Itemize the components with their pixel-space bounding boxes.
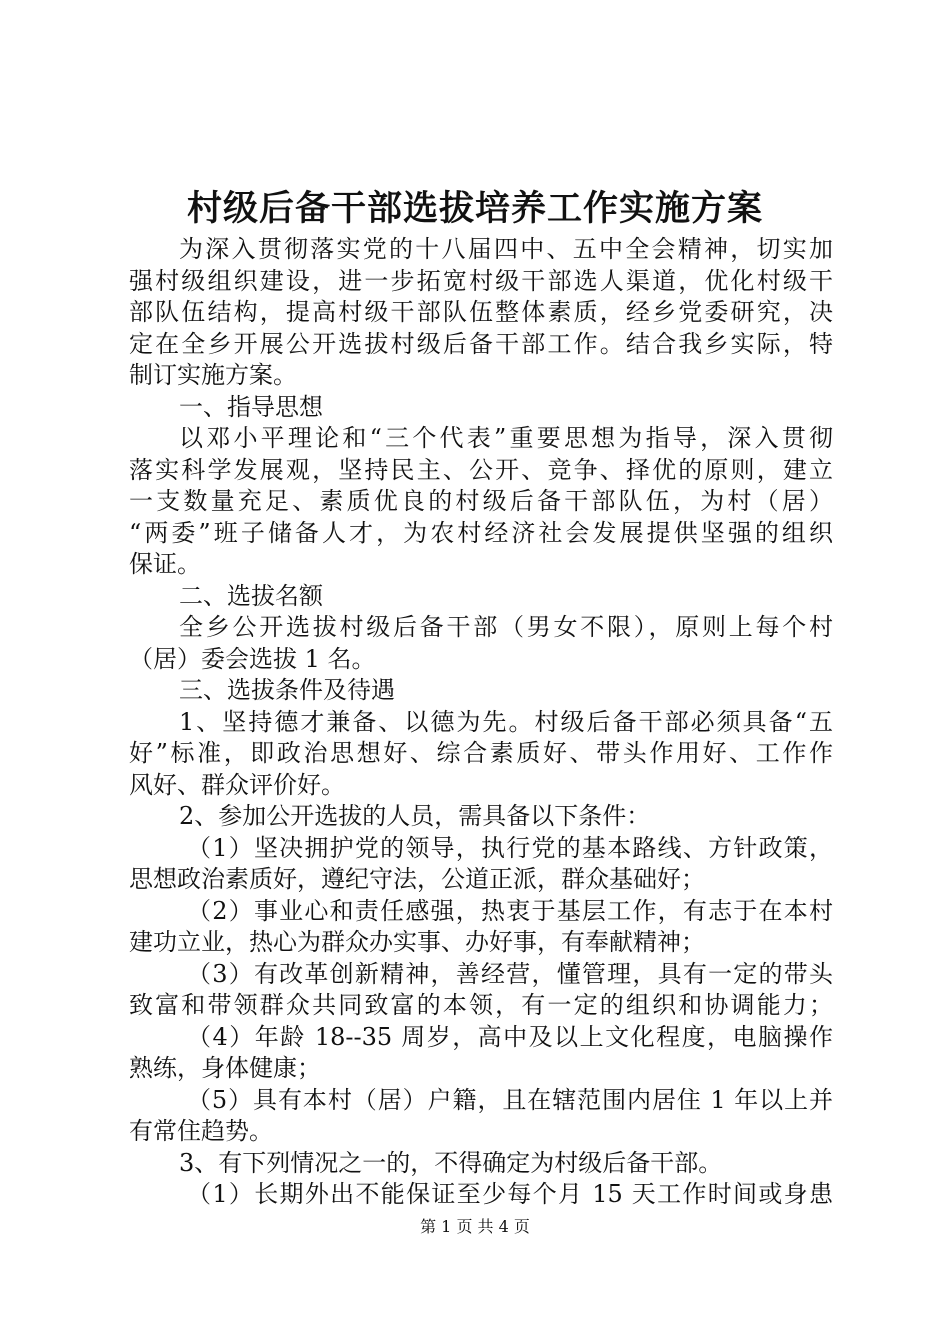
text-line: 二、选拔名额 [179, 581, 323, 610]
text-line: 1、坚持德才兼备、以德为先。村级后备干部必须具备“五 [179, 707, 833, 736]
text-line: 部队伍结构，提高村级干部队伍整体素质，经乡党委研究，决 [129, 298, 833, 326]
document-title: 村级后备干部选拔培养工作实施方案 [186, 189, 763, 229]
text-line: 一、指导思想 [179, 392, 323, 421]
text-line: 为深入贯彻落实党的十八届四中、五中全会精神，切实加 [179, 235, 833, 263]
text-line: 3、有下列情况之一的，不得确定为村级后备干部。 [179, 1148, 723, 1177]
text-line: （5）具有本村（居）户籍，且在辖范围内居住 1 年以上并 [187, 1085, 833, 1114]
text-line: （3）有改革创新精神，善经营，懂管理，具有一定的带头 [187, 959, 833, 988]
text-line: “两委”班子储备人才，为农村经济社会发展提供坚强的组织 [129, 518, 833, 547]
text-line: 建功立业，热心为群众办实事、办好事，有奉献精神； [129, 928, 705, 956]
text-line: （居）委会选拔 1 名。 [129, 644, 376, 673]
text-line: 制订实施方案。 [129, 361, 297, 389]
text-line: 全乡公开选拔村级后备干部（男女不限），原则上每个村 [179, 613, 833, 641]
text-line: 熟练，身体健康； [129, 1054, 321, 1082]
text-line: 风好、群众评价好。 [129, 770, 345, 799]
text-line: 定在全乡开展公开选拔村级后备干部工作。结合我乡实际，特 [129, 329, 833, 358]
document-body [129, 234, 833, 1211]
text-line: 保证。 [129, 550, 201, 578]
text-line: 思想政治素质好，遵纪守法，公道正派，群众基础好； [129, 865, 705, 893]
text-line: （2）事业心和责任感强，热衷于基层工作，有志于在本村 [187, 896, 833, 925]
text-line: 三、选拔条件及待遇 [179, 676, 395, 704]
text-line: 致富和带领群众共同致富的本领，有一定的组织和协调能力； [129, 991, 833, 1019]
text-line: 有常住趋势。 [129, 1117, 273, 1145]
text-line: （4）年龄 18--35 周岁，高中及以上文化程度，电脑操作 [187, 1022, 833, 1051]
text-line: 以邓小平理论和“三个代表”重要思想为指导，深入贯彻 [179, 424, 833, 452]
text-line: 一支数量充足、素质优良的村级后备干部队伍，为村（居） [129, 487, 833, 515]
text-line: （1）长期外出不能保证至少每个月 15 天工作时间或身患 [187, 1180, 833, 1208]
text-line: 强村级组织建设，进一步拓宽村级干部选人渠道，优化村级干 [129, 266, 833, 295]
text-line: 落实科学发展观，坚持民主、公开、竞争、择优的原则，建立 [129, 455, 833, 484]
text-line: 好”标准，即政治思想好、综合素质好、带头作用好、工作作 [129, 739, 833, 767]
page-footer: 第 1 页 共 4 页 [420, 1217, 530, 1236]
text-line: （1）坚决拥护党的领导，执行党的基本路线、方针政策， [187, 833, 833, 862]
text-line: 2、参加公开选拔的人员，需具备以下条件： [179, 802, 651, 830]
